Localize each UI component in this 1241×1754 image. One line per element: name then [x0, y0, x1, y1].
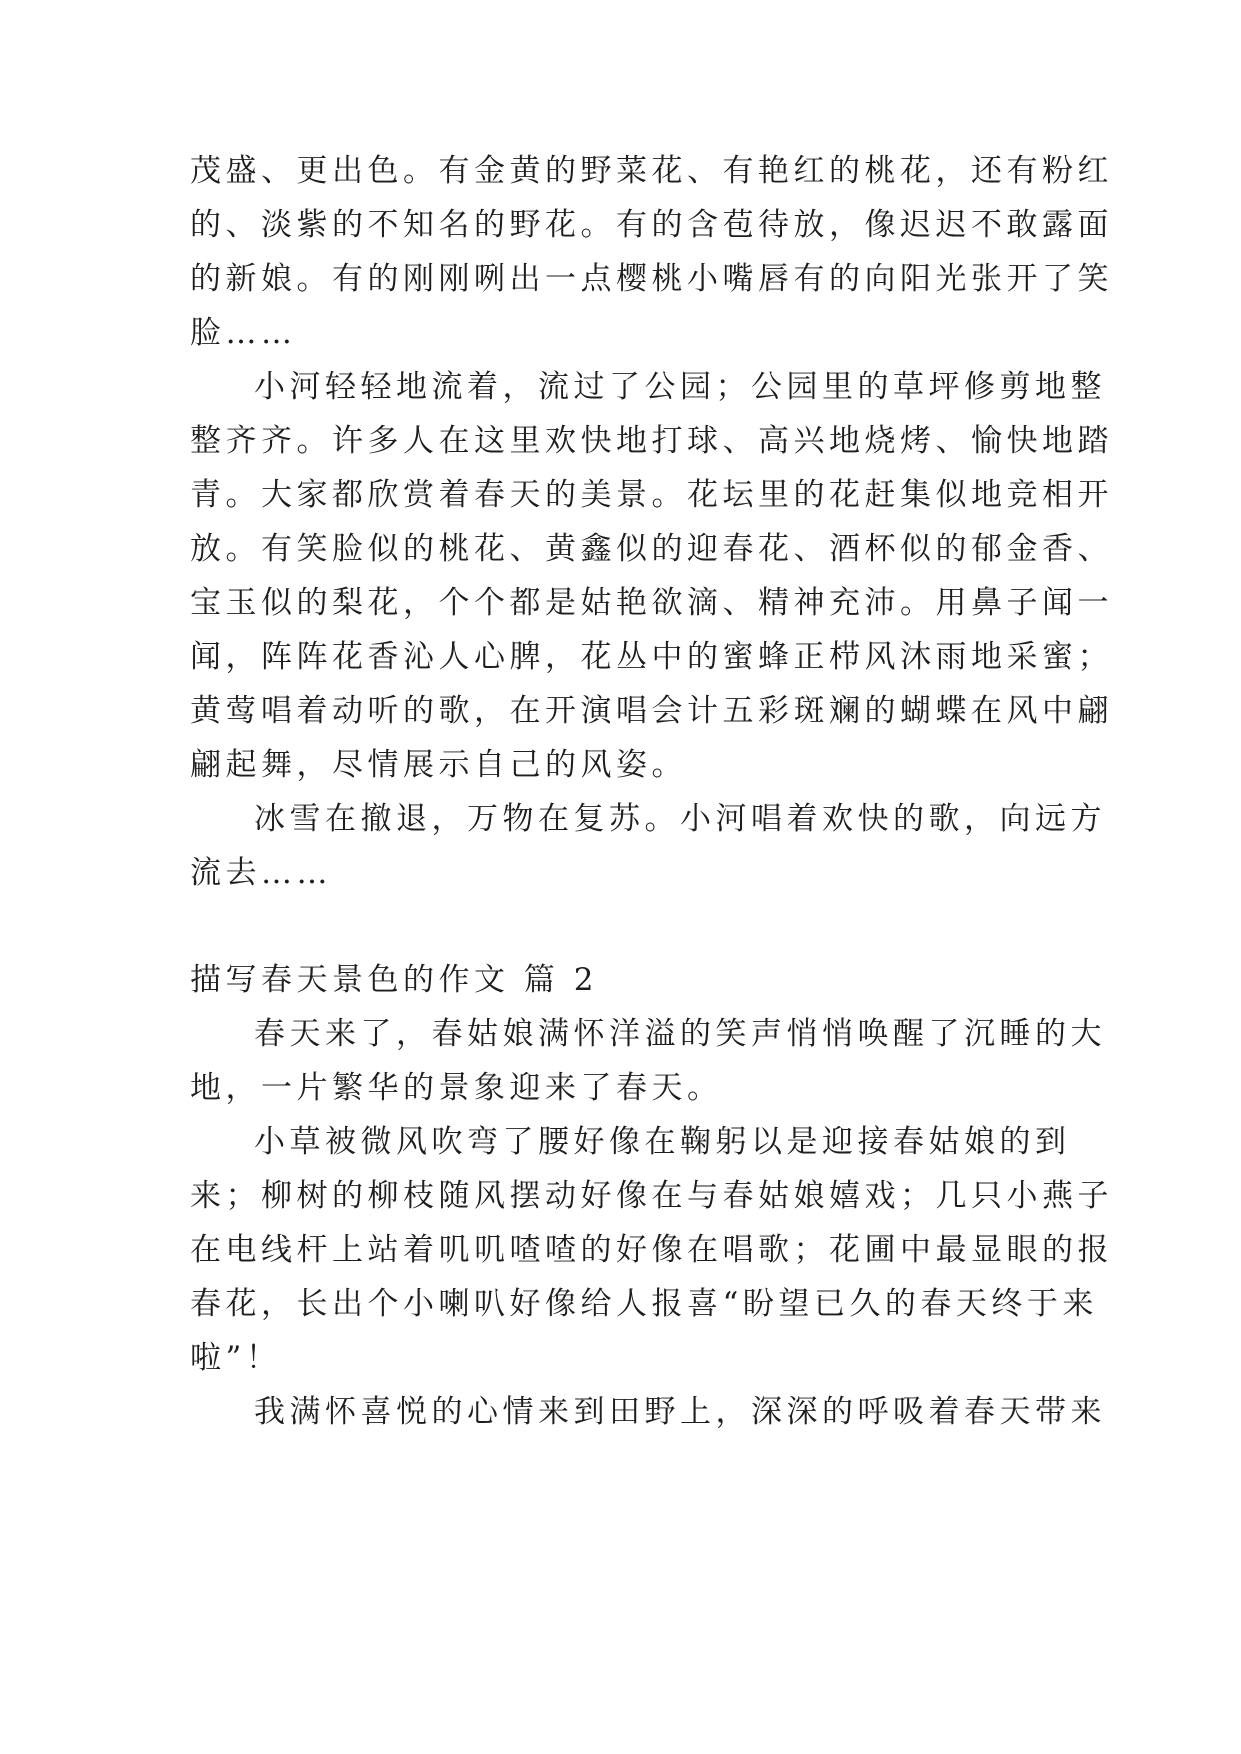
paragraph-line: 宝玉似的梨花，个个都是姑艳欲滴、精神充沛。用鼻子闻一	[190, 585, 1113, 621]
paragraph-line: 小河轻轻地流着，流过了公园；公园里的草坪修剪地整	[254, 369, 1106, 405]
paragraph-line: 脸……	[190, 315, 297, 351]
paragraph-line: 在电线杆上站着叽叽喳喳的好像在唱歌；花圃中最显眼的报	[190, 1232, 1113, 1268]
paragraph-line: 地，一片繁华的景象迎来了春天。	[190, 1070, 723, 1106]
paragraph-line: 的、淡紫的不知名的野花。有的含苞待放，像迟迟不敢露面	[190, 207, 1113, 243]
paragraph-line: 的新娘。有的刚刚咧出一点樱桃小嘴唇有的向阳光张开了笑	[190, 261, 1113, 297]
paragraph-line: 来；柳树的柳枝随风摆动好像在与春姑娘嬉戏；几只小燕子	[190, 1178, 1113, 1214]
paragraph-line: 冰雪在撤退，万物在复苏。小河唱着欢快的歌，向远方	[254, 801, 1106, 837]
paragraph-line: 翩起舞，尽情展示自己的风姿。	[190, 747, 687, 783]
paragraph-line: 啦”！	[190, 1340, 282, 1376]
paragraph-line: 春天来了，春姑娘满怀洋溢的笑声悄悄唤醒了沉睡的大	[254, 1016, 1106, 1052]
paragraph-line: 放。有笑脸似的桃花、黄鑫似的迎春花、酒杯似的郁金香、	[190, 531, 1113, 567]
paragraph-line: 我满怀喜悦的心情来到田野上，深深的呼吸着春天带来	[254, 1394, 1106, 1430]
paragraph-line: 茂盛、更出色。有金黄的野菜花、有艳红的桃花，还有粉红	[190, 153, 1113, 189]
paragraph-line: 小草被微风吹弯了腰好像在鞠躬以是迎接春姑娘的到	[254, 1124, 1071, 1160]
paragraph-line: 黄莺唱着动听的歌，在开演唱会计五彩斑斓的蝴蝶在风中翩	[190, 693, 1113, 729]
paragraph-line: 流去……	[190, 855, 332, 891]
paragraph-line: 整齐齐。许多人在这里欢快地打球、高兴地烧烤、愉快地踏	[190, 423, 1113, 459]
paragraph-line: 春花，长出个小喇叭好像给人报喜“盼望已久的春天终于来	[190, 1286, 1098, 1322]
paragraph-line: 闻，阵阵花香沁人心脾，花丛中的蜜蜂正栉风沐雨地采蜜；	[190, 639, 1113, 675]
paragraph-line: 青。大家都欣赏着春天的美景。花坛里的花赶集似地竞相开	[190, 477, 1113, 513]
section-heading: 描写春天景色的作文 篇 2	[190, 962, 598, 998]
